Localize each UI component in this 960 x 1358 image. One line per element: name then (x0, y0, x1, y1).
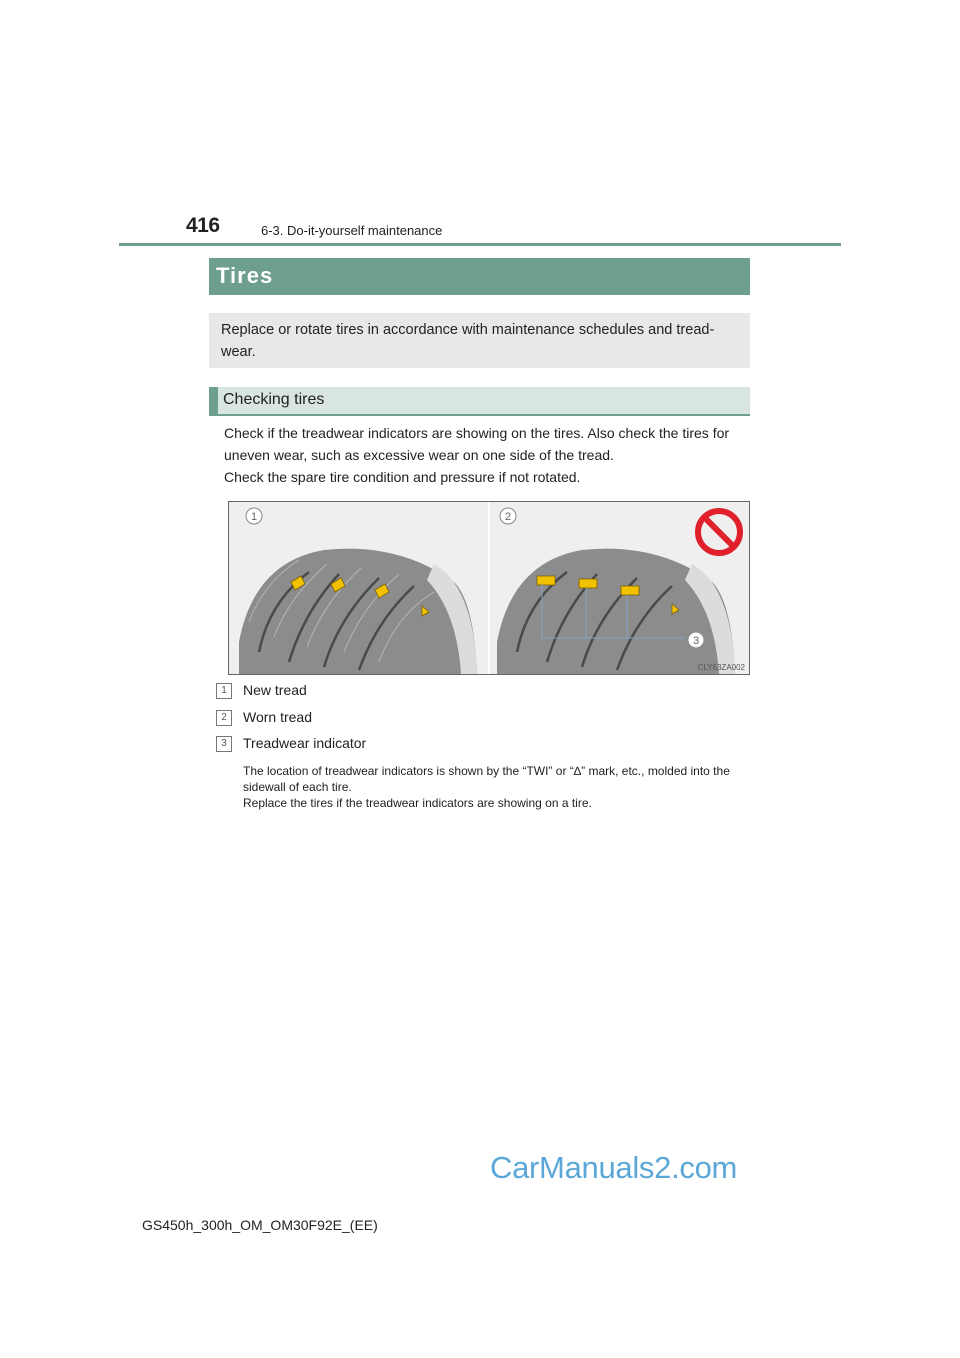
sub-heading-text: Checking tires (223, 391, 325, 408)
legend (216, 681, 756, 761)
intro-text: Replace or rotate tires in accordance with maintenance schedules and tread-wear. (221, 322, 715, 360)
sub-heading-bar (209, 387, 218, 416)
callout-3-label: 3 (692, 635, 700, 647)
note-paragraph: Replace the tires if the treadwear indicators are showing on a tire. (243, 796, 592, 810)
callout-3 (688, 632, 704, 648)
watermark-logo: CarManuals2.com (490, 1150, 738, 1185)
callout-1 (246, 508, 262, 524)
callout-1-label: 1 (250, 511, 258, 523)
page-number: 416 (186, 214, 220, 237)
figure-code: CLY63ZA002 (697, 663, 745, 672)
footer-doc-code: GS450h_300h_OM_OM30F92E_(EE) (142, 1217, 378, 1233)
note (243, 763, 753, 811)
legend-item (216, 734, 756, 761)
legend-label: New tread (243, 682, 307, 698)
note-paragraph: The location of treadwear indicators is shown by the “TWI” or “∆” mark, etc., molded into the sidewall of each tire. (243, 764, 730, 794)
legend-item (216, 681, 756, 708)
body-text (224, 422, 750, 488)
body-paragraph: Check the spare tire condition and pressure if not rotated. (224, 469, 581, 485)
legend-number: 3 (216, 736, 232, 752)
tire-figure (228, 501, 750, 675)
legend-number: 1 (216, 683, 232, 699)
legend-number: 2 (216, 710, 232, 726)
legend-label: Treadwear indicator (243, 735, 367, 751)
chapter-title: Tires (216, 263, 274, 288)
header-rule (119, 243, 841, 246)
callout-2-label: 2 (504, 511, 512, 523)
chapter-banner (209, 258, 750, 295)
section-title: 6-3. Do-it-yourself maintenance (261, 223, 443, 238)
legend-label: Worn tread (243, 708, 312, 725)
sub-heading (209, 387, 750, 416)
legend-item (216, 708, 756, 735)
callout-2 (500, 508, 516, 524)
body-paragraph: Check if the treadwear indicators are showing on the tires. Also check the tires for uneven wear, such as excessive wear on one side of the tread. (224, 425, 730, 463)
intro-box (209, 313, 750, 368)
